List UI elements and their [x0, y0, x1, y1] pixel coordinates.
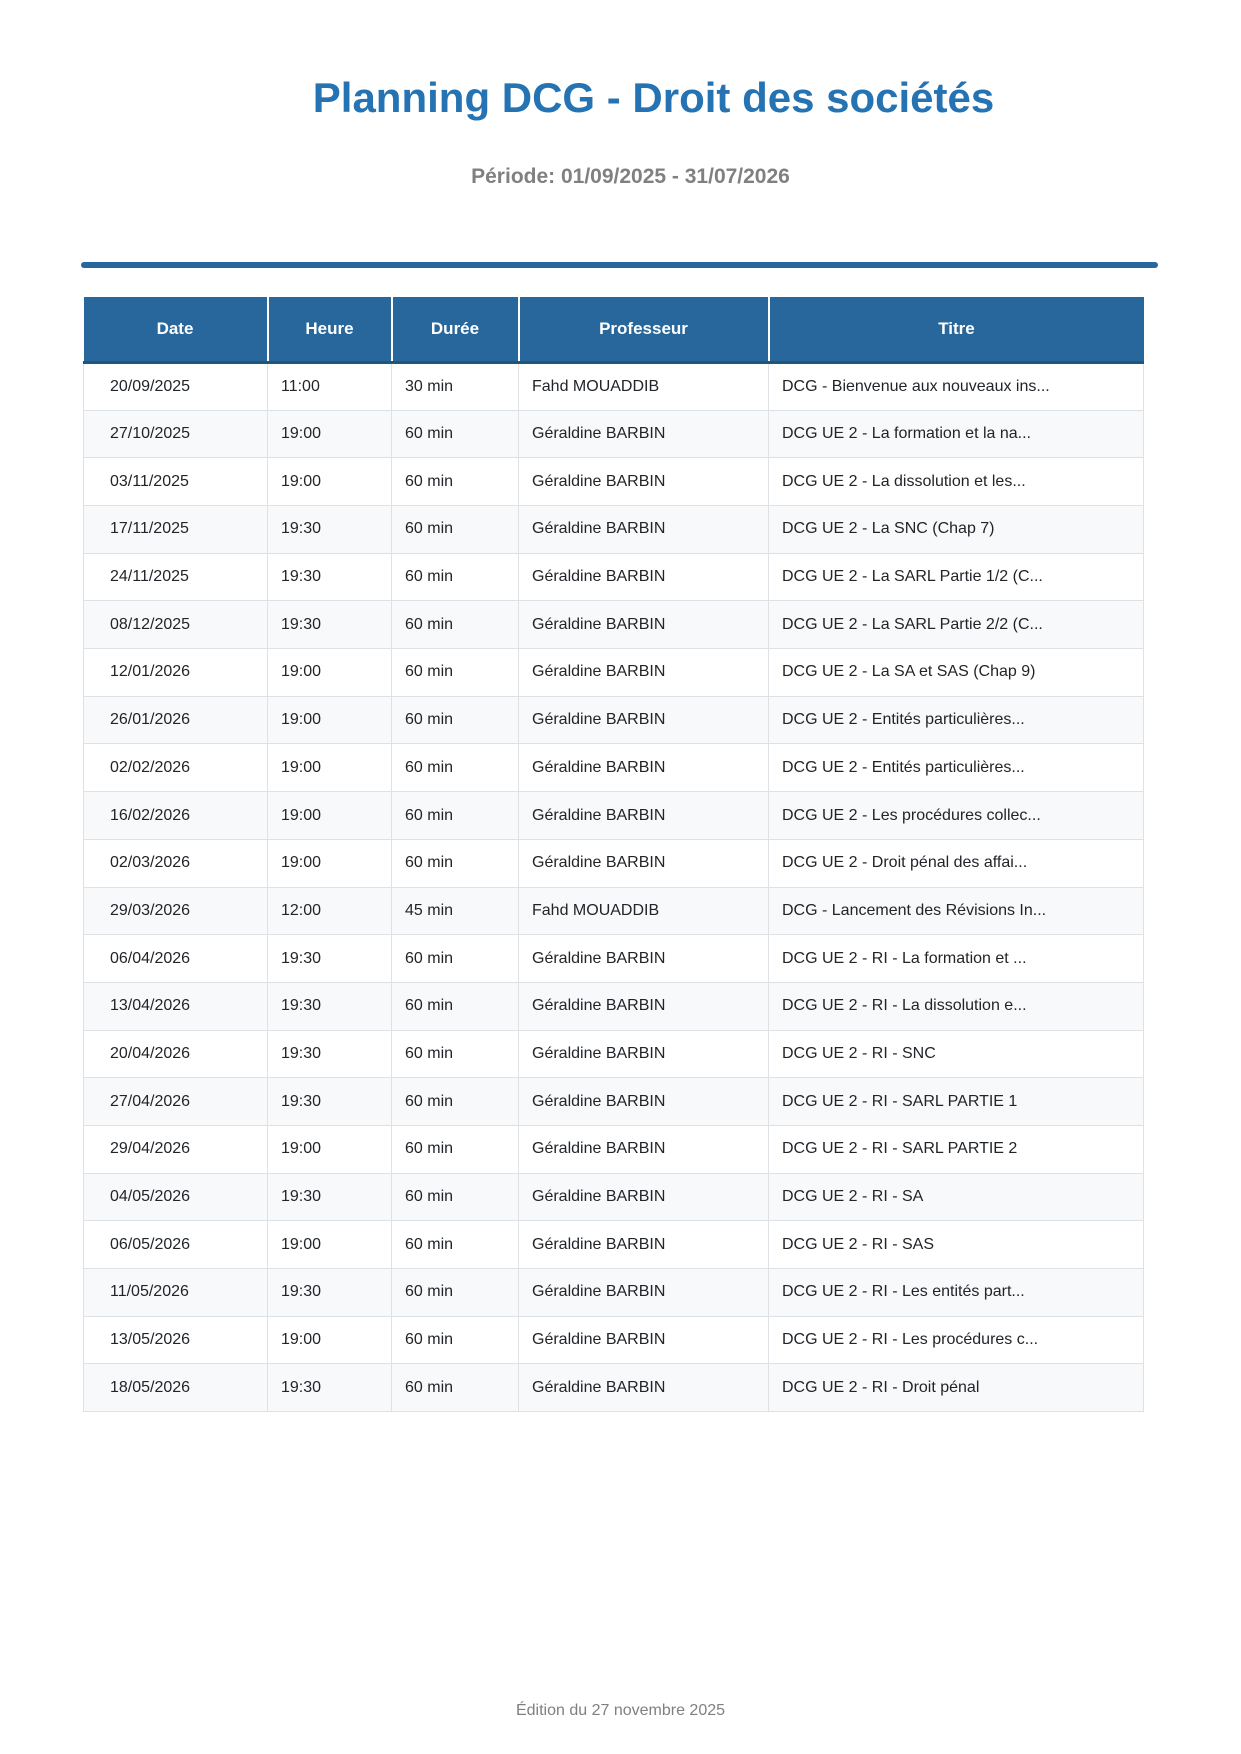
cell-titre: DCG UE 2 - RI - SA — [769, 1173, 1144, 1221]
cell-duree: 60 min — [392, 982, 519, 1030]
cell-date: 06/05/2026 — [84, 1221, 268, 1269]
cell-heure: 19:30 — [268, 1078, 392, 1126]
cell-professeur: Géraldine BARBIN — [519, 1173, 769, 1221]
table-header — [84, 297, 1144, 362]
table-row — [84, 1221, 1144, 1269]
table-body — [84, 362, 1144, 1411]
cell-heure: 19:30 — [268, 935, 392, 983]
table-row — [84, 1316, 1144, 1364]
cell-professeur: Géraldine BARBIN — [519, 601, 769, 649]
cell-date: 27/04/2026 — [84, 1078, 268, 1126]
period-subtitle: Période: 01/09/2025 - 31/07/2026 — [471, 165, 790, 189]
cell-titre: DCG UE 2 - RI - SARL PARTIE 1 — [769, 1078, 1144, 1126]
table-row — [84, 1125, 1144, 1173]
cell-titre: DCG UE 2 - RI - La formation et ... — [769, 935, 1144, 983]
cell-date: 29/04/2026 — [84, 1125, 268, 1173]
cell-professeur: Géraldine BARBIN — [519, 1078, 769, 1126]
cell-duree: 60 min — [392, 1269, 519, 1317]
cell-heure: 19:00 — [268, 458, 392, 506]
cell-date: 13/04/2026 — [84, 982, 268, 1030]
table-row — [84, 696, 1144, 744]
cell-heure: 19:30 — [268, 1173, 392, 1221]
cell-titre: DCG UE 2 - La SNC (Chap 7) — [769, 506, 1144, 554]
cell-duree: 60 min — [392, 1221, 519, 1269]
cell-titre: DCG UE 2 - La dissolution et les... — [769, 458, 1144, 506]
cell-heure: 19:00 — [268, 1316, 392, 1364]
cell-heure: 19:30 — [268, 1030, 392, 1078]
cell-titre: DCG UE 2 - RI - La dissolution e... — [769, 982, 1144, 1030]
cell-duree: 30 min — [392, 362, 519, 410]
cell-date: 03/11/2025 — [84, 458, 268, 506]
cell-titre: DCG UE 2 - RI - Les entités part... — [769, 1269, 1144, 1317]
cell-titre: DCG UE 2 - Entités particulières... — [769, 696, 1144, 744]
cell-professeur: Géraldine BARBIN — [519, 1316, 769, 1364]
cell-heure: 19:30 — [268, 982, 392, 1030]
cell-titre: DCG UE 2 - RI - SNC — [769, 1030, 1144, 1078]
header-row — [84, 297, 1144, 362]
cell-date: 11/05/2026 — [84, 1269, 268, 1317]
table-row — [84, 982, 1144, 1030]
cell-duree: 60 min — [392, 1078, 519, 1126]
table-row — [84, 458, 1144, 506]
cell-duree: 60 min — [392, 839, 519, 887]
cell-professeur: Géraldine BARBIN — [519, 792, 769, 840]
cell-date: 12/01/2026 — [84, 649, 268, 697]
table-row — [84, 1364, 1144, 1412]
table-row — [84, 649, 1144, 697]
divider-rule — [81, 262, 1158, 268]
table-row — [84, 887, 1144, 935]
column-header-heure: Heure — [268, 297, 392, 362]
cell-titre: DCG UE 2 - RI - Droit pénal — [769, 1364, 1144, 1412]
table-row — [84, 744, 1144, 792]
cell-date: 17/11/2025 — [84, 506, 268, 554]
cell-heure: 19:00 — [268, 839, 392, 887]
cell-titre: DCG UE 2 - La SA et SAS (Chap 9) — [769, 649, 1144, 697]
cell-heure: 19:30 — [268, 553, 392, 601]
cell-duree: 60 min — [392, 792, 519, 840]
cell-professeur: Géraldine BARBIN — [519, 839, 769, 887]
cell-heure: 11:00 — [268, 362, 392, 410]
cell-heure: 19:00 — [268, 696, 392, 744]
cell-titre: DCG UE 2 - Droit pénal des affai... — [769, 839, 1144, 887]
cell-date: 02/02/2026 — [84, 744, 268, 792]
cell-professeur: Géraldine BARBIN — [519, 696, 769, 744]
cell-professeur: Géraldine BARBIN — [519, 1030, 769, 1078]
cell-heure: 19:00 — [268, 649, 392, 697]
cell-professeur: Géraldine BARBIN — [519, 1364, 769, 1412]
cell-date: 24/11/2025 — [84, 553, 268, 601]
cell-professeur: Géraldine BARBIN — [519, 458, 769, 506]
cell-duree: 60 min — [392, 458, 519, 506]
table-row — [84, 839, 1144, 887]
cell-duree: 60 min — [392, 649, 519, 697]
cell-date: 02/03/2026 — [84, 839, 268, 887]
column-header-titre: Titre — [769, 297, 1144, 362]
cell-professeur: Fahd MOUADDIB — [519, 362, 769, 410]
cell-titre: DCG UE 2 - Les procédures collec... — [769, 792, 1144, 840]
table-row — [84, 410, 1144, 458]
cell-duree: 60 min — [392, 1173, 519, 1221]
page-title: Planning DCG - Droit des sociétés — [312, 74, 995, 121]
cell-professeur: Géraldine BARBIN — [519, 935, 769, 983]
cell-duree: 60 min — [392, 506, 519, 554]
cell-date: 20/09/2025 — [84, 362, 268, 410]
cell-titre: DCG - Bienvenue aux nouveaux ins... — [769, 362, 1144, 410]
table-row — [84, 935, 1144, 983]
cell-titre: DCG - Lancement des Révisions In... — [769, 887, 1144, 935]
cell-professeur: Géraldine BARBIN — [519, 649, 769, 697]
cell-titre: DCG UE 2 - RI - SAS — [769, 1221, 1144, 1269]
cell-professeur: Géraldine BARBIN — [519, 1221, 769, 1269]
cell-titre: DCG UE 2 - La SARL Partie 1/2 (C... — [769, 553, 1144, 601]
cell-date: 20/04/2026 — [84, 1030, 268, 1078]
cell-heure: 19:00 — [268, 1125, 392, 1173]
cell-professeur: Géraldine BARBIN — [519, 506, 769, 554]
table-row — [84, 506, 1144, 554]
table-row — [84, 1269, 1144, 1317]
cell-date: 13/05/2026 — [84, 1316, 268, 1364]
cell-date: 16/02/2026 — [84, 792, 268, 840]
cell-professeur: Géraldine BARBIN — [519, 744, 769, 792]
table-row — [84, 792, 1144, 840]
cell-heure: 19:30 — [268, 1269, 392, 1317]
cell-titre: DCG UE 2 - RI - SARL PARTIE 2 — [769, 1125, 1144, 1173]
cell-professeur: Géraldine BARBIN — [519, 982, 769, 1030]
edition-footer: Édition du 27 novembre 2025 — [515, 1702, 726, 1719]
cell-duree: 60 min — [392, 1364, 519, 1412]
cell-heure: 19:30 — [268, 1364, 392, 1412]
cell-titre: DCG UE 2 - Entités particulières... — [769, 744, 1144, 792]
cell-duree: 60 min — [392, 1316, 519, 1364]
cell-duree: 60 min — [392, 1125, 519, 1173]
cell-heure: 19:00 — [268, 1221, 392, 1269]
cell-heure: 12:00 — [268, 887, 392, 935]
cell-duree: 60 min — [392, 696, 519, 744]
cell-professeur: Géraldine BARBIN — [519, 1269, 769, 1317]
cell-duree: 60 min — [392, 410, 519, 458]
cell-date: 18/05/2026 — [84, 1364, 268, 1412]
table-row — [84, 1030, 1144, 1078]
column-header-duree: Durée — [392, 297, 519, 362]
cell-heure: 19:00 — [268, 410, 392, 458]
schedule-table — [83, 297, 1144, 1412]
cell-duree: 60 min — [392, 744, 519, 792]
cell-duree: 60 min — [392, 935, 519, 983]
cell-duree: 60 min — [392, 553, 519, 601]
cell-date: 26/01/2026 — [84, 696, 268, 744]
cell-duree: 60 min — [392, 601, 519, 649]
cell-heure: 19:30 — [268, 601, 392, 649]
cell-date: 29/03/2026 — [84, 887, 268, 935]
cell-heure: 19:00 — [268, 792, 392, 840]
table-row — [84, 1078, 1144, 1126]
cell-titre: DCG UE 2 - La SARL Partie 2/2 (C... — [769, 601, 1144, 649]
cell-professeur: Fahd MOUADDIB — [519, 887, 769, 935]
cell-heure: 19:00 — [268, 744, 392, 792]
cell-professeur: Géraldine BARBIN — [519, 410, 769, 458]
cell-duree: 60 min — [392, 1030, 519, 1078]
cell-professeur: Géraldine BARBIN — [519, 553, 769, 601]
cell-date: 08/12/2025 — [84, 601, 268, 649]
cell-titre: DCG UE 2 - La formation et la na... — [769, 410, 1144, 458]
cell-date: 04/05/2026 — [84, 1173, 268, 1221]
column-header-professeur: Professeur — [519, 297, 769, 362]
cell-professeur: Géraldine BARBIN — [519, 1125, 769, 1173]
cell-titre: DCG UE 2 - RI - Les procédures c... — [769, 1316, 1144, 1364]
table-row — [84, 1173, 1144, 1221]
column-header-date: Date — [84, 297, 268, 362]
table-row — [84, 362, 1144, 410]
cell-duree: 45 min — [392, 887, 519, 935]
cell-date: 27/10/2025 — [84, 410, 268, 458]
table-row — [84, 601, 1144, 649]
table-row — [84, 553, 1144, 601]
cell-heure: 19:30 — [268, 506, 392, 554]
cell-date: 06/04/2026 — [84, 935, 268, 983]
